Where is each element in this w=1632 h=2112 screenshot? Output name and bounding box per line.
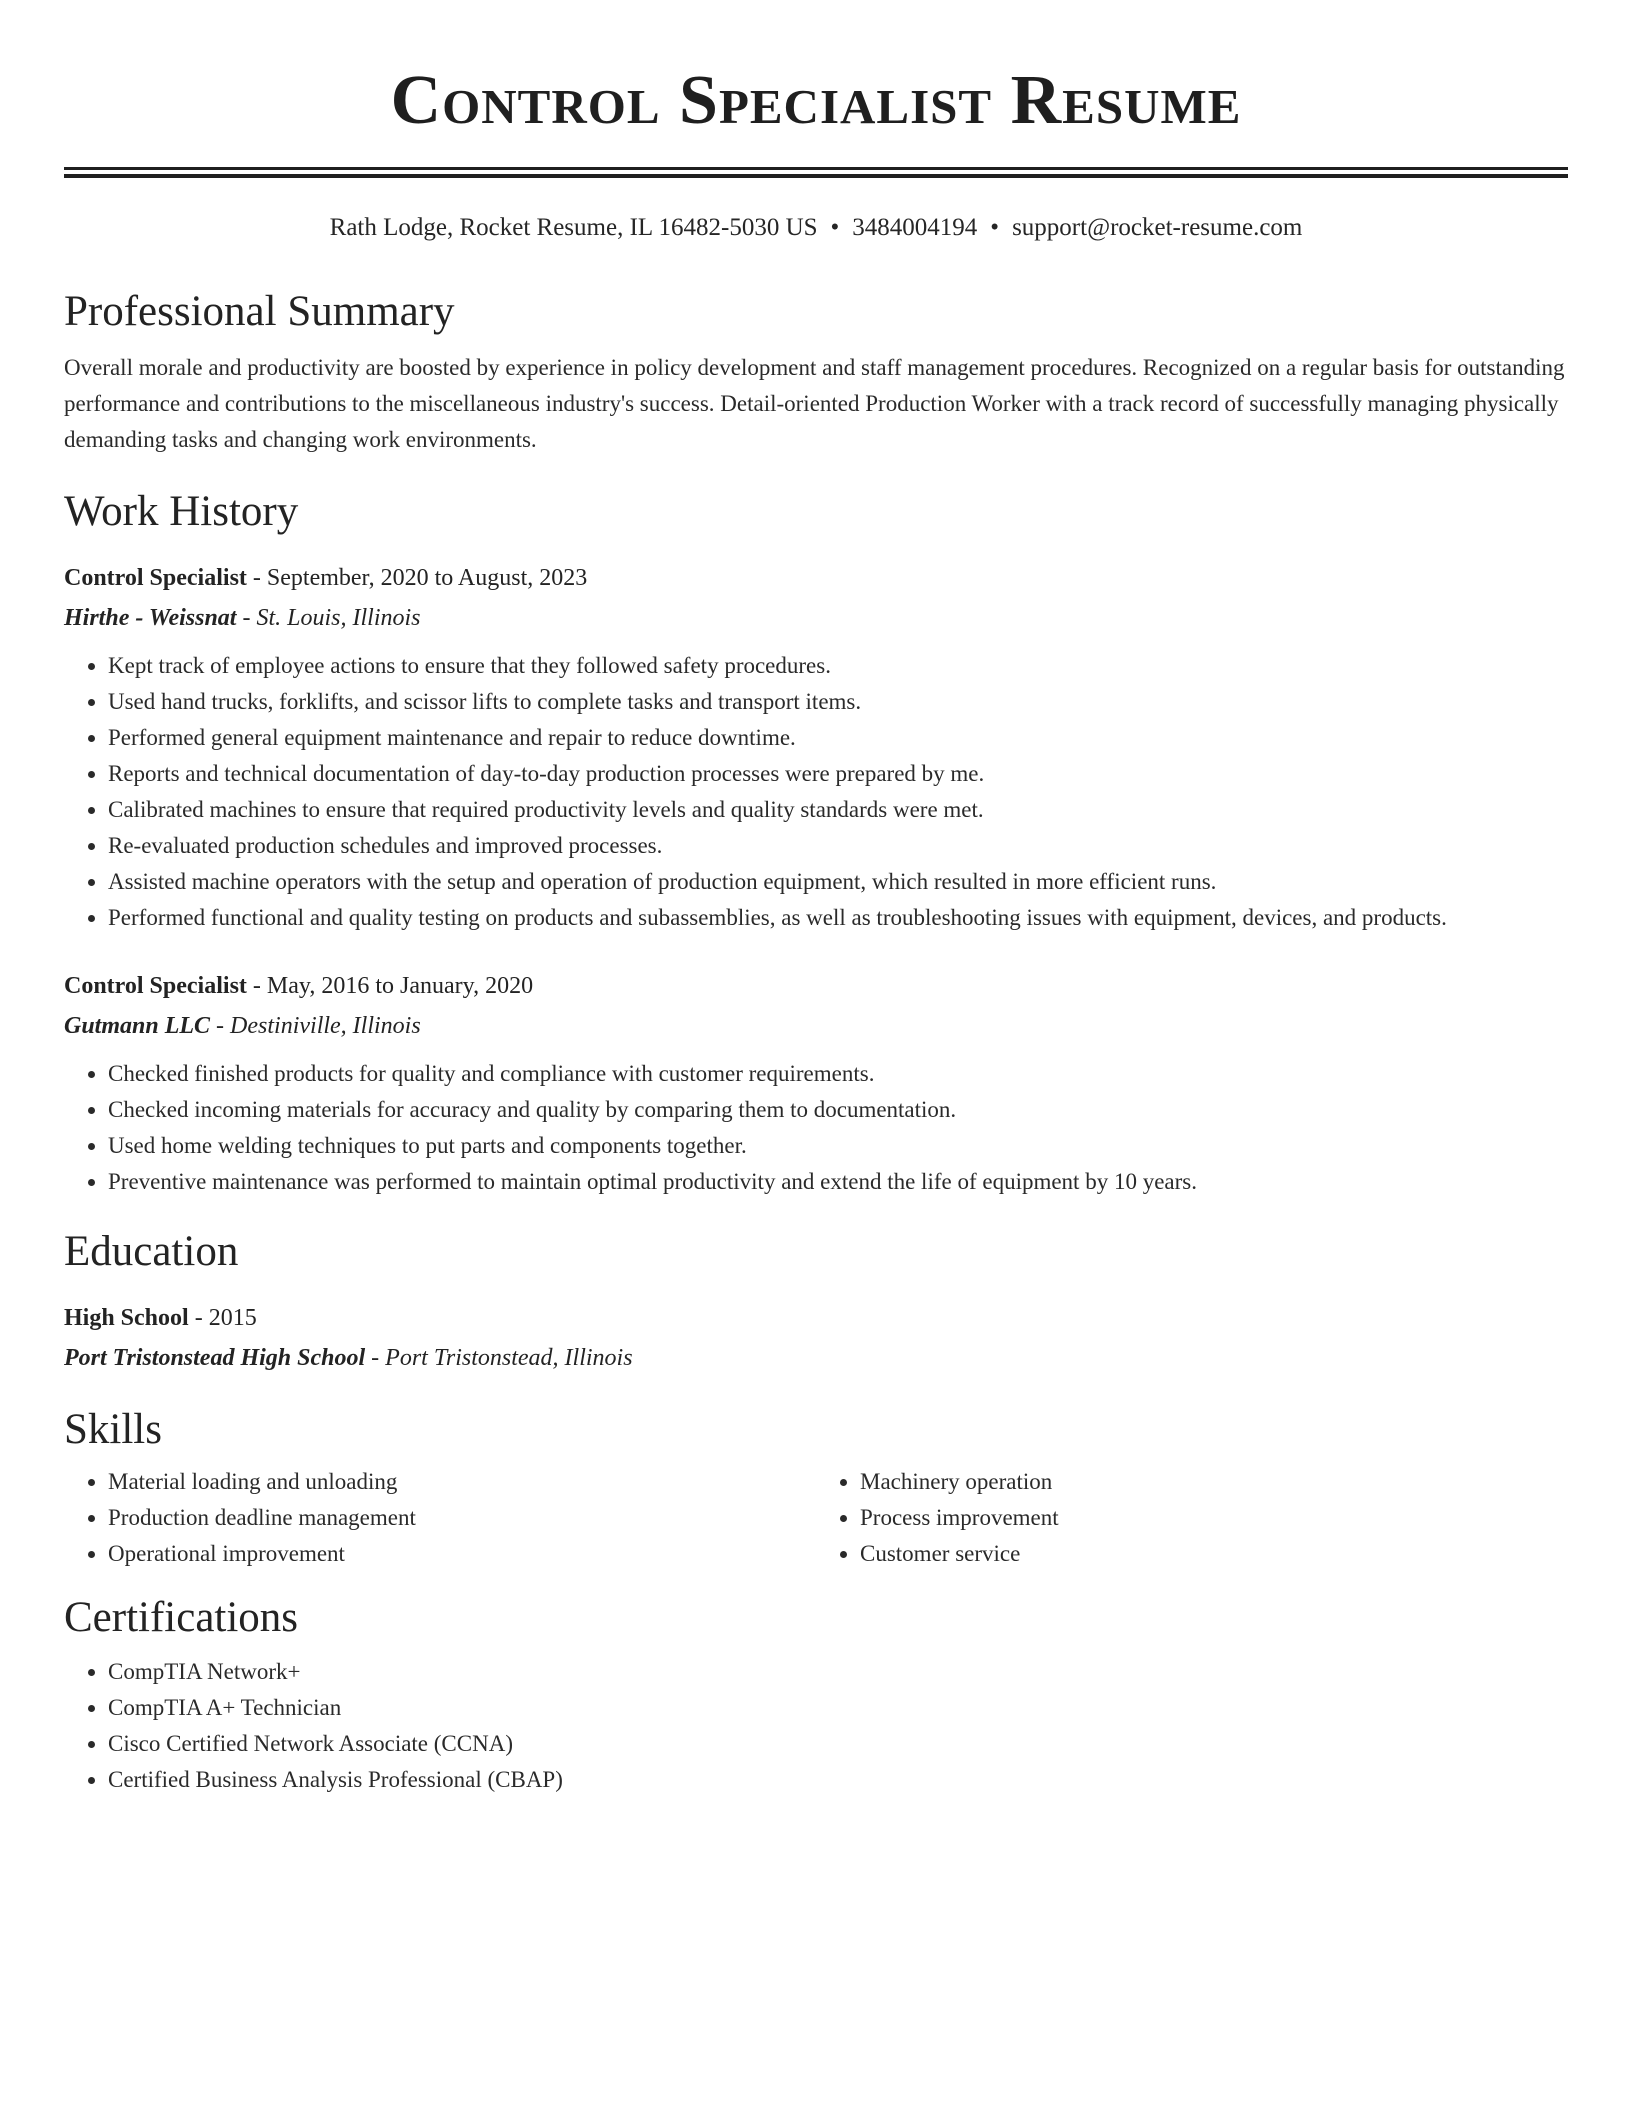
job-bullet: • Performed general equipment maintenance and repair to reduce downtime. [108, 720, 1568, 756]
job-bullet: • Performed functional and quality testing on products and subassemblies, as well as troubleshooting issues with equipment, devices, and products. [108, 900, 1568, 936]
job-company-line: Hirthe - Weissnat - St. Louis, Illinois [64, 605, 421, 631]
job-entry [64, 558, 1568, 936]
summary-text: Overall morale and productivity are boosted by experience in policy development and staff management procedures. Recognized on a regular basis for outstanding performance and contributions to the miscellaneous industry's success. Detail-oriented Production Worker with a track record of successfully managing physically demanding tasks and changing work environments. [64, 355, 1565, 452]
job-dates: May, 2016 to January, 2020 [266, 973, 534, 999]
education-degree: High School [64, 1305, 189, 1331]
education-location: Port Tristonstead, Illinois [385, 1345, 633, 1371]
job-company: Gutmann LLC [64, 1013, 211, 1039]
skill-item: • Process improvement [860, 1500, 1568, 1536]
certifications-list [64, 1654, 1568, 1798]
education-heading: Education [64, 1228, 239, 1275]
certification-item: • Certified Business Analysis Professional (CBAP) [108, 1762, 1568, 1798]
job-company: Hirthe - Weissnat [64, 605, 237, 631]
job-entry [64, 966, 1568, 1200]
job-bullet: • Calibrated machines to ensure that required productivity levels and quality standards were met. [108, 792, 1568, 828]
skills-list-left [64, 1464, 816, 1572]
job-dates: September, 2020 to August, 2023 [266, 565, 588, 591]
job-bullet: • Checked finished products for quality and compliance with customer requirements. [108, 1056, 1568, 1092]
skills-heading: Skills [64, 1406, 162, 1453]
job-title: Control Specialist [64, 973, 247, 999]
skills-columns [64, 1464, 1568, 1572]
education-degree-line: High School - 2015 [64, 1305, 257, 1331]
job-bullet: • Used hand trucks, forklifts, and scissor lifts to complete tasks and transport items. [108, 684, 1568, 720]
job-bullet: • Re-evaluated production schedules and improved processes. [108, 828, 1568, 864]
title-divider [64, 167, 1568, 178]
certification-item: • Cisco Certified Network Associate (CCNA) [108, 1726, 1568, 1762]
skill-item: • Material loading and unloading [108, 1464, 816, 1500]
contact-line [64, 212, 1568, 244]
skills-list-right [816, 1464, 1568, 1572]
job-bullet: • Reports and technical documentation of day-to-day production processes were prepared by me. [108, 756, 1568, 792]
skill-item: • Production deadline management [108, 1500, 816, 1536]
certifications-heading: Certifications [64, 1594, 299, 1641]
work-history-heading: Work History [64, 488, 299, 535]
job-bullet: • Used home welding techniques to put parts and components together. [108, 1128, 1568, 1164]
education-school: Port Tristonstead High School [64, 1345, 366, 1371]
resume-title: Control Specialist Resume [390, 62, 1242, 139]
job-location: St. Louis, Illinois [256, 605, 421, 631]
job-role-line: Control Specialist - May, 2016 to January, 2020 [64, 973, 534, 999]
contact-address: Rath Lodge, Rocket Resume, IL 16482-5030 US [329, 214, 818, 241]
job-bullet: • Kept track of employee actions to ensure that they followed safety procedures. [108, 648, 1568, 684]
summary-heading: Professional Summary [64, 288, 455, 335]
job-company-line: Gutmann LLC - Destiniville, Illinois [64, 1013, 421, 1039]
skill-item: • Customer service [860, 1536, 1568, 1572]
contact-separator: • [990, 214, 1000, 241]
contact-email: support@rocket-resume.com [1012, 214, 1303, 241]
job-bullet: • Checked incoming materials for accuracy and quality by comparing them to documentation. [108, 1092, 1568, 1128]
education-year: 2015 [208, 1305, 257, 1331]
job-bullet: • Assisted machine operators with the setup and operation of production equipment, which resulted in more efficient runs. [108, 864, 1568, 900]
education-school-line: Port Tristonstead High School - Port Tristonstead, Illinois [64, 1345, 633, 1371]
job-title: Control Specialist [64, 565, 247, 591]
certification-item: • CompTIA Network+ [108, 1654, 1568, 1690]
skill-item: • Machinery operation [860, 1464, 1568, 1500]
certification-item: • CompTIA A+ Technician [108, 1690, 1568, 1726]
job-bullets [64, 1056, 1568, 1200]
job-role-line: Control Specialist - September, 2020 to August, 2023 [64, 565, 588, 591]
job-bullets [64, 648, 1568, 936]
contact-separator: • [830, 214, 840, 241]
education-entry [64, 1298, 1568, 1378]
contact-phone: 3484004194 [852, 214, 978, 241]
job-bullet: • Preventive maintenance was performed to maintain optimal productivity and extend the life of equipment by 10 years. [108, 1164, 1568, 1200]
skill-item: • Operational improvement [108, 1536, 816, 1572]
job-location: Destiniville, Illinois [230, 1013, 421, 1039]
